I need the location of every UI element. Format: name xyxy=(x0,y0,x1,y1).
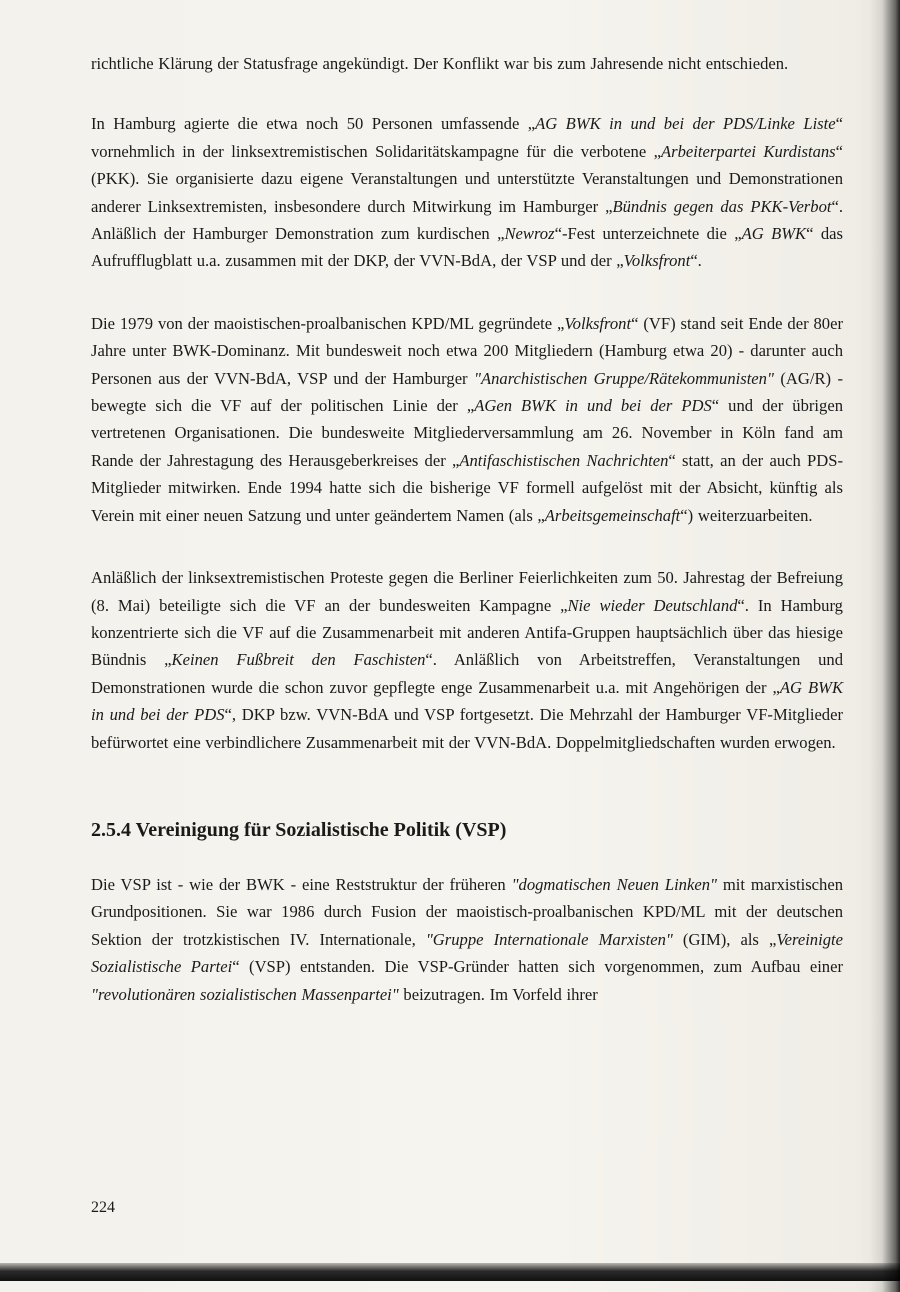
paragraph-5: Die VSP ist - wie der BWK - eine Reststruktur der früheren "dogmatischen Neuen Linken" mit marxistischen Grundpositionen. Sie war 1986 durch Fusion der maoistisch-proalbanischen KPD/ML mit der deutschen Sektion der trotzkistischen IV. Internationale, "Gruppe Internationale Marxisten" (GIM), als „Vereinigte Sozialistische Partei“ (VSP) entstanden. Die VSP-Gründer hatten sich vorgenommen, zum Aufbau einer "revolutionären sozialistischen Massenpartei" beizutragen. Im Vorfeld ihrer xyxy=(91,874,843,1004)
italic-run: "Anarchistischen Gruppe/Rätekommunisten" xyxy=(474,368,774,388)
italic-run: AGen BWK in und bei der PDS xyxy=(474,396,712,416)
italic-run: AG BWK in und bei der PDS xyxy=(91,677,844,725)
section-heading: 2.5.4 Vereinigung für Sozialistische Politik (VSP) xyxy=(91,818,507,841)
heading-spacer xyxy=(91,791,843,816)
italic-run: Bündnis gegen das PKK-Verbot xyxy=(612,196,832,216)
paragraph-1: richtliche Klärung der Statusfrage angekündigt. Der Konflikt war bis zum Jahresende nicht entschieden. xyxy=(91,54,789,73)
italic-run: Vereinigte Sozialistische Partei xyxy=(91,929,843,977)
italic-run: "Gruppe Internationale Marxisten" xyxy=(425,929,673,949)
scan-right-edge-shadow xyxy=(870,0,900,1292)
paragraph-3: Die 1979 von der maoistischen-proalbanischen KPD/ML gegründete „Volksfront“ (VF) stand seit Ende der 80er Jahre unter BWK-Dominanz. Mit bundesweit noch etwa 200 Mitgliedern (Hamburg etwa 20) - darunter auch Personen aus der VVN-BdA, VSP und der Hamburger "Anarchistischen Gruppe/Rätekommunisten" (AG/R) - bewegte sich die VF auf der politischen Linie der „AGen BWK in und bei der PDS“ und der übrigen vertretenen Organisationen. Die bundesweite Mitgliederversammlung am 26. November in Köln fand am Rande der Jahrestagung des Herausgeberkreises der „Antifaschistischen Nachrichten“ statt, an der auch PDS-Mitglieder mitwirken. Ende 1994 hatte sich die bisherige VF formell aufgelöst mit der Absicht, künftig als Verein mit einer neuen Satzung und unter geändertem Namen (als „Arbeitsgemeinschaft“) weiterzuarbeiten. xyxy=(91,313,843,525)
italic-run: "dogmatischen Neuen Linken" xyxy=(511,874,717,894)
scan-bottom-edge xyxy=(0,1263,900,1281)
italic-run: AG BWK xyxy=(741,224,807,244)
page-content xyxy=(91,50,843,1043)
italic-run: Volksfront xyxy=(623,251,691,271)
italic-run: Arbeitsgemeinschaft xyxy=(544,505,681,525)
italic-run: "revolutionären sozialistischen Massenpartei" xyxy=(91,984,399,1004)
paragraph-4: Anläßlich der linksextremistischen Proteste gegen die Berliner Feierlichkeiten zum 50. Jahrestag der Befreiung (8. Mai) beteiligte sich die VF an der bundesweiten Kampagne „Nie wieder Deutschland“. In Hamburg konzentrierte sich die VF auf die Zusammenarbeit mit anderen Antifa-Gruppen hauptsächlich über das hiesige Bündnis „Keinen Fußbreit den Faschisten“. Anläßlich von Arbeitstreffen, Veranstaltungen und Demonstrationen wurde die schon zuvor gepflegte enge Zusammenarbeit u.a. mit Angehörigen der „AG BWK in und bei der PDS“, DKP bzw. VVN-BdA und VSP fortgesetzt. Die Mehrzahl der Hamburger VF-Mitglieder befürwortet eine verbindlichere Zusammenarbeit mit der VVN-BdA. Doppelmitgliedschaften wurden erwogen. xyxy=(91,568,844,752)
italic-run: Keinen Fußbreit den Faschisten xyxy=(171,650,426,670)
page-number: 224 xyxy=(91,1199,115,1216)
italic-run: AG BWK in und bei der PDS/Linke Liste xyxy=(535,114,836,134)
italic-run: Nie wieder Deutschland xyxy=(567,595,738,615)
italic-run: Volksfront xyxy=(564,313,632,333)
paragraph-2: In Hamburg agierte die etwa noch 50 Personen umfassende „AG BWK in und bei der PDS/Linke Liste“ vornehmlich in der linksextremistischen Solidaritätskampagne für die verbotene „Arbeiterpartei Kurdistans“ (PKK). Sie organisierte dazu eigene Veranstaltungen und unterstützte Veranstaltungen und Demonstrationen anderer Linksextremisten, insbesondere durch Mitwirkung im Hamburger „Bündnis gegen das PKK-Verbot“. Anläßlich der Hamburger Demonstration zum kurdischen „Newroz“-Fest unterzeichnete die „AG BWK“ das Aufrufflugblatt u.a. zusammen mit der DKP, der VVN-BdA, der VSP und der „Volksfront“. xyxy=(91,114,843,271)
italic-run: Antifaschistischen Nachrichten xyxy=(459,450,669,470)
italic-run: Arbeiterpartei Kurdistans xyxy=(661,141,836,161)
italic-run: Newroz xyxy=(504,224,555,244)
